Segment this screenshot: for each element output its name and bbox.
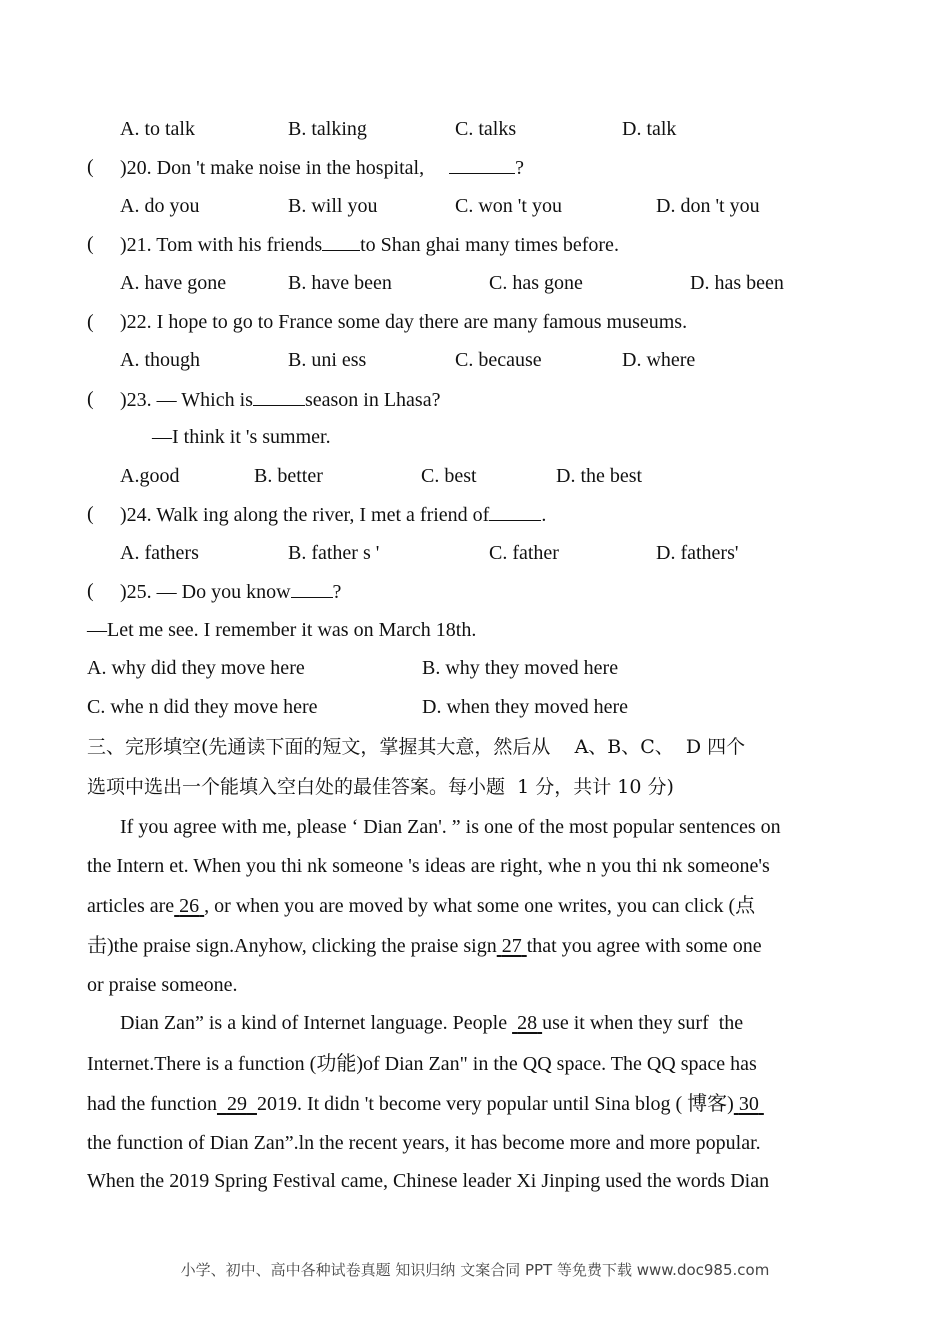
q22-option-d: D. where <box>622 349 696 371</box>
q20-option-d: D. don 't you <box>656 195 760 217</box>
q20-option-b: B. will you <box>288 195 378 217</box>
passage-p2-line4: the function of Dian Zan”.ln the recent years, it has become more and more popular. <box>87 1132 761 1154</box>
q23-stem: )23. — Which is season in Lhasa? <box>120 389 441 411</box>
q21-stem: )21. Tom with his friends to Shan ghai many times before. <box>120 234 619 256</box>
q25-option-d: D. when they moved here <box>422 696 629 718</box>
q22-stem: )22. I hope to go to France some day there are many famous museums. <box>120 311 688 333</box>
passage-p1-line3: articles are 26 , or when you are moved by what some one writes, you can click (点 <box>87 895 756 917</box>
passage-p2-line1: Dian Zan” is a kind of Internet language. People 28 use it when they surf the <box>120 1012 744 1034</box>
q23-reply: —I think it 's summer. <box>152 426 331 448</box>
blank-28: 28 <box>517 1012 538 1034</box>
passage-p2-line5: When the 2019 Spring Festival came, Chinese leader Xi Jinping used the words Dian <box>87 1170 770 1192</box>
q25-option-a: A. why did they move here <box>87 657 305 679</box>
q21-option-c: C. has gone <box>489 272 583 294</box>
blank-29: 29 <box>226 1093 247 1115</box>
q23-option-a: A.good <box>120 465 180 487</box>
q19-option-a: A. to talk <box>120 118 195 140</box>
q24-option-b: B. father s ' <box>288 542 380 564</box>
passage-p1-line1: If you agree with me, please ‘ Dian Zan'. ” is one of the most popular sentences on <box>120 816 781 838</box>
q21-option-d: D. has been <box>690 272 784 294</box>
q23-blank <box>253 387 305 406</box>
q24-blank <box>489 502 541 521</box>
q24-option-c: C. father <box>489 542 559 564</box>
passage-p2-line2: Internet.There is a function (功能)of Dian Zan" in the QQ space. The QQ space has <box>87 1053 757 1075</box>
section3-heading-line1: 三、完形填空(先通读下面的短文，掌握其大意，然后从 A、B、C、 D 四个 <box>87 736 746 758</box>
q23-paren: ( <box>87 388 94 410</box>
q23-option-d: D. the best <box>556 465 643 487</box>
q21-option-b: B. have been <box>288 272 392 294</box>
q22-option-b: B. uni ess <box>288 349 367 371</box>
q25-paren: ( <box>87 580 94 602</box>
q21-paren: ( <box>87 233 94 255</box>
q19-option-b: B. talking <box>288 118 367 140</box>
q20-blank <box>449 155 515 174</box>
q21-option-a: A. have gone <box>120 272 227 294</box>
q20-option-c: C. won 't you <box>455 195 562 217</box>
passage-p1-line5: or praise someone. <box>87 974 238 996</box>
q25-stem: )25. — Do you know ? <box>120 581 342 603</box>
q23-option-c: C. best <box>421 465 477 487</box>
passage-p1-line4: 击)the praise sign.Anyhow, clicking the praise sign 27 that you agree with some one <box>87 935 762 957</box>
q25-blank <box>291 579 333 598</box>
q21-blank <box>322 232 360 251</box>
q22-paren: ( <box>87 311 94 333</box>
q23-option-b: B. better <box>254 465 323 487</box>
q24-stem: )24. Walk ing along the river, I met a friend of . <box>120 504 547 526</box>
blank-27: 27 <box>501 935 522 957</box>
q20-stem: )20. Don 't make noise in the hospital, ? <box>120 157 525 179</box>
q19-option-c: C. talks <box>455 118 517 140</box>
q22-option-c: C. because <box>455 349 542 371</box>
q25-option-b: B. why they moved here <box>422 657 619 679</box>
section3-heading-line2: 选项中选出一个能填入空白处的最佳答案。每小题 1 分，共计 10 分) <box>87 776 674 798</box>
q25-reply: —Let me see. I remember it was on March 18th. <box>87 619 477 641</box>
q25-option-c: C. whe n did they move here <box>87 696 318 718</box>
q24-option-d: D. fathers' <box>656 542 739 564</box>
blank-26: 26 <box>179 895 200 917</box>
passage-p2-line3: had the function 29 2019. It didn 't become very popular until Sina blog ( 博客) 30 <box>87 1092 764 1116</box>
page-footer: 小学、初中、高中各种试卷真题 知识归纳 文案合同 PPT 等免费下载 www.doc985.com <box>180 1261 770 1279</box>
q24-option-a: A. fathers <box>120 542 199 564</box>
q20-paren: ( <box>87 156 94 178</box>
passage-p1-line2: the Intern et. When you thi nk someone 's ideas are right, whe n you thi nk someone's <box>87 855 770 877</box>
q20-option-a: A. do you <box>120 195 200 217</box>
q24-paren: ( <box>87 503 94 525</box>
q19-option-d: D. talk <box>622 118 677 140</box>
q22-option-a: A. though <box>120 349 200 371</box>
blank-30: 30 <box>738 1093 759 1115</box>
